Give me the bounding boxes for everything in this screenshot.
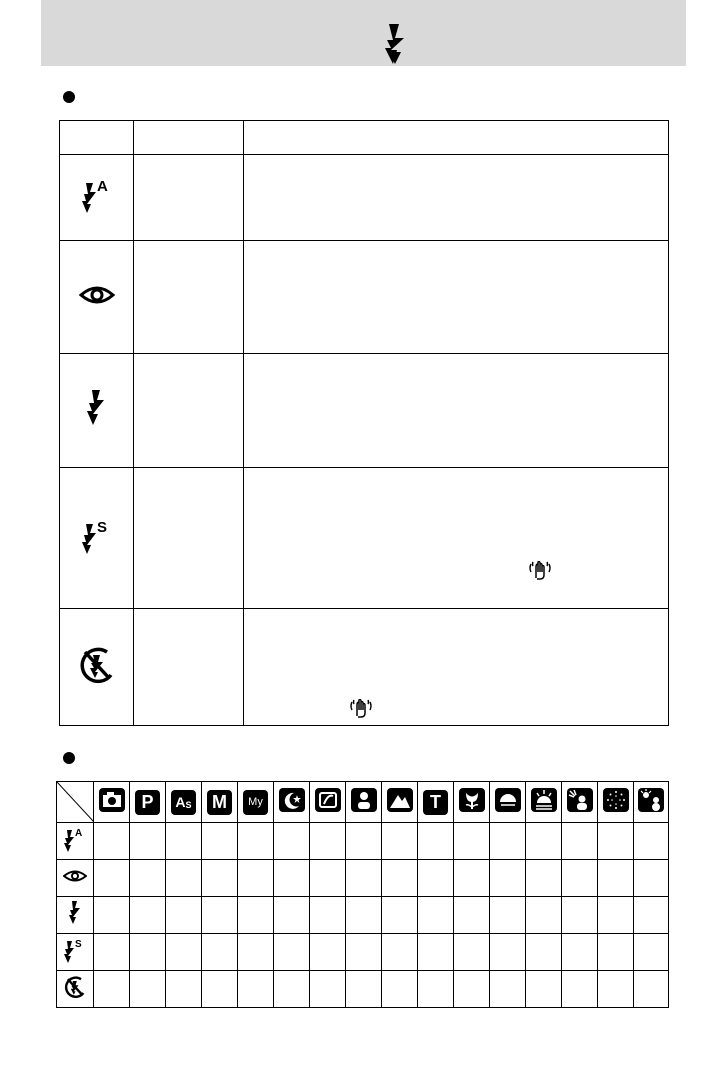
table-cell xyxy=(130,860,166,897)
column-header-mode xyxy=(134,121,244,155)
table-cell xyxy=(454,823,490,860)
table-cell xyxy=(598,971,634,1008)
table-cell xyxy=(310,934,346,971)
table-cell xyxy=(562,860,598,897)
table-cell xyxy=(238,971,274,1008)
mode-name xyxy=(134,354,244,468)
table-cell xyxy=(274,971,310,1008)
table-cell xyxy=(94,897,130,934)
aperture-shutter-mode-icon xyxy=(171,790,196,815)
table-cell xyxy=(346,823,382,860)
table-cell xyxy=(634,934,669,971)
flash-off-icon xyxy=(63,975,87,999)
mode-column-header xyxy=(238,782,274,823)
table-cell xyxy=(238,897,274,934)
table-cell xyxy=(202,971,238,1008)
flash-row-red-eye xyxy=(57,860,669,897)
fill-in-flash-icon xyxy=(86,390,108,426)
mode-description xyxy=(244,155,669,241)
table-cell xyxy=(274,897,310,934)
sunset-icon xyxy=(495,788,521,812)
table-cell xyxy=(598,934,634,971)
camera-shake-icon xyxy=(527,558,553,582)
column-header-description xyxy=(244,121,669,155)
table-cell xyxy=(94,823,130,860)
svg-text:S: S xyxy=(75,938,82,950)
manual-mode-icon: M xyxy=(207,790,232,815)
flash-modes-table xyxy=(59,120,669,726)
table-cell xyxy=(382,934,418,971)
mode-header-row xyxy=(57,782,669,823)
svg-text:A: A xyxy=(75,827,83,839)
mode-column-header xyxy=(274,782,310,823)
table-cell xyxy=(490,823,526,860)
table-cell xyxy=(526,897,562,934)
red-eye-reduction-icon xyxy=(79,284,115,306)
table-cell xyxy=(454,934,490,971)
flash-availability-table xyxy=(56,781,669,1008)
mode-icon-cell xyxy=(60,354,134,468)
row-icon-cell xyxy=(57,897,94,934)
mode-column-header xyxy=(454,782,490,823)
svg-text:A: A xyxy=(96,178,108,195)
table-cell xyxy=(418,971,454,1008)
table-row xyxy=(60,155,669,241)
mode-column-header xyxy=(490,782,526,823)
table-row xyxy=(60,609,669,726)
program-mode-icon: P xyxy=(135,790,160,815)
mode-column-header xyxy=(310,782,346,823)
table-cell xyxy=(526,860,562,897)
table-cell xyxy=(94,971,130,1008)
mode-description xyxy=(244,468,669,609)
table-cell xyxy=(382,823,418,860)
mode-column-header xyxy=(166,782,202,823)
mode-column-header xyxy=(526,782,562,823)
table-cell xyxy=(634,897,669,934)
flash-row-fill-in xyxy=(57,897,669,934)
table-cell xyxy=(130,971,166,1008)
table-cell xyxy=(598,860,634,897)
table-cell xyxy=(202,823,238,860)
table-cell xyxy=(526,971,562,1008)
table-cell xyxy=(166,971,202,1008)
table-cell xyxy=(634,860,669,897)
table-cell xyxy=(166,897,202,934)
mode-column-header xyxy=(94,782,130,823)
diagonal-divider xyxy=(57,782,94,822)
table-cell xyxy=(202,897,238,934)
night-scene-icon xyxy=(279,788,305,812)
table-cell xyxy=(418,860,454,897)
bullet-dot xyxy=(63,752,75,764)
aperture-shutter-label: A xyxy=(175,794,186,810)
mode-column-header xyxy=(598,782,634,823)
mode-column-header xyxy=(130,782,166,823)
mode-icon-cell xyxy=(60,241,134,354)
fill-in-flash-icon xyxy=(68,901,82,925)
table-cell xyxy=(130,823,166,860)
beach-snow-icon xyxy=(638,788,664,812)
table-cell xyxy=(418,897,454,934)
auto-mode-camera-icon xyxy=(99,788,125,812)
text-mode-icon: T xyxy=(423,790,448,815)
mode-icon-cell xyxy=(60,155,134,241)
table-cell xyxy=(418,934,454,971)
table-cell xyxy=(274,823,310,860)
backlight-icon xyxy=(567,788,593,812)
table-cell xyxy=(94,934,130,971)
table-cell xyxy=(274,860,310,897)
fireworks-icon xyxy=(603,788,629,812)
table-cell xyxy=(526,934,562,971)
mode-column-header xyxy=(562,782,598,823)
flash-off-icon xyxy=(77,645,117,685)
mode-column-header xyxy=(346,782,382,823)
red-eye-reduction-icon xyxy=(63,869,87,883)
table-cell xyxy=(346,934,382,971)
mode-description xyxy=(244,354,669,468)
table-cell xyxy=(202,860,238,897)
mode-icon-cell xyxy=(60,468,134,609)
auto-flash-icon xyxy=(64,825,86,853)
flash-row-off xyxy=(57,971,669,1008)
table-cell xyxy=(310,823,346,860)
table-cell xyxy=(382,860,418,897)
my-set-mode-icon: My xyxy=(243,790,268,815)
table-cell xyxy=(346,971,382,1008)
table-cell xyxy=(382,971,418,1008)
mode-column-header xyxy=(634,782,669,823)
mode-column-header xyxy=(418,782,454,823)
table-cell xyxy=(166,934,202,971)
flash-row-auto xyxy=(57,823,669,860)
aperture-shutter-sub-label: S xyxy=(185,800,192,810)
mode-icon-cell xyxy=(60,609,134,726)
row-icon-cell xyxy=(57,934,94,971)
table-cell xyxy=(562,823,598,860)
table-cell xyxy=(526,823,562,860)
table-cell xyxy=(418,823,454,860)
landscape-icon xyxy=(387,788,413,812)
mode-column-header xyxy=(202,782,238,823)
table-cell xyxy=(382,897,418,934)
table-cell xyxy=(310,971,346,1008)
table-cell xyxy=(598,897,634,934)
table-header-row xyxy=(60,121,669,155)
dawn-icon xyxy=(531,788,557,812)
table-row xyxy=(60,354,669,468)
mode-name xyxy=(134,468,244,609)
flash-row-slow-sync xyxy=(57,934,669,971)
table-cell xyxy=(166,823,202,860)
table-cell xyxy=(310,897,346,934)
table-cell xyxy=(94,860,130,897)
slow-sync-icon xyxy=(82,516,112,556)
table-cell xyxy=(490,971,526,1008)
table-cell xyxy=(202,934,238,971)
header-band xyxy=(41,0,686,66)
flash-icon xyxy=(383,24,409,66)
row-icon-cell xyxy=(57,823,94,860)
dual-is-icon xyxy=(315,788,341,812)
table-cell xyxy=(130,897,166,934)
portrait-icon xyxy=(351,788,377,812)
table-cell xyxy=(454,897,490,934)
table-cell xyxy=(490,860,526,897)
table-cell xyxy=(130,934,166,971)
table-cell xyxy=(562,971,598,1008)
svg-text:S: S xyxy=(96,518,107,536)
table-cell xyxy=(454,971,490,1008)
table-cell xyxy=(562,934,598,971)
mode-name xyxy=(134,609,244,726)
table-cell xyxy=(346,897,382,934)
auto-flash-icon xyxy=(82,175,112,215)
table-cell xyxy=(634,823,669,860)
table-cell xyxy=(454,860,490,897)
table-cell xyxy=(346,860,382,897)
corner-cell xyxy=(57,782,94,823)
mode-column-header xyxy=(382,782,418,823)
camera-shake-icon xyxy=(348,696,374,720)
row-icon-cell xyxy=(57,971,94,1008)
bullet-dot xyxy=(63,91,75,103)
table-cell xyxy=(562,897,598,934)
column-header-icon xyxy=(60,121,134,155)
table-cell xyxy=(490,897,526,934)
table-cell xyxy=(238,934,274,971)
table-cell xyxy=(166,860,202,897)
table-cell xyxy=(490,934,526,971)
row-icon-cell xyxy=(57,860,94,897)
table-cell xyxy=(634,971,669,1008)
close-up-icon xyxy=(459,788,485,812)
table-cell xyxy=(274,934,310,971)
table-cell xyxy=(238,823,274,860)
mode-description xyxy=(244,241,669,354)
table-row xyxy=(60,241,669,354)
table-cell xyxy=(598,823,634,860)
table-row xyxy=(60,468,669,609)
mode-name xyxy=(134,241,244,354)
table-cell xyxy=(238,860,274,897)
slow-sync-icon xyxy=(64,936,86,964)
mode-description xyxy=(244,609,669,726)
mode-name xyxy=(134,155,244,241)
table-cell xyxy=(310,860,346,897)
